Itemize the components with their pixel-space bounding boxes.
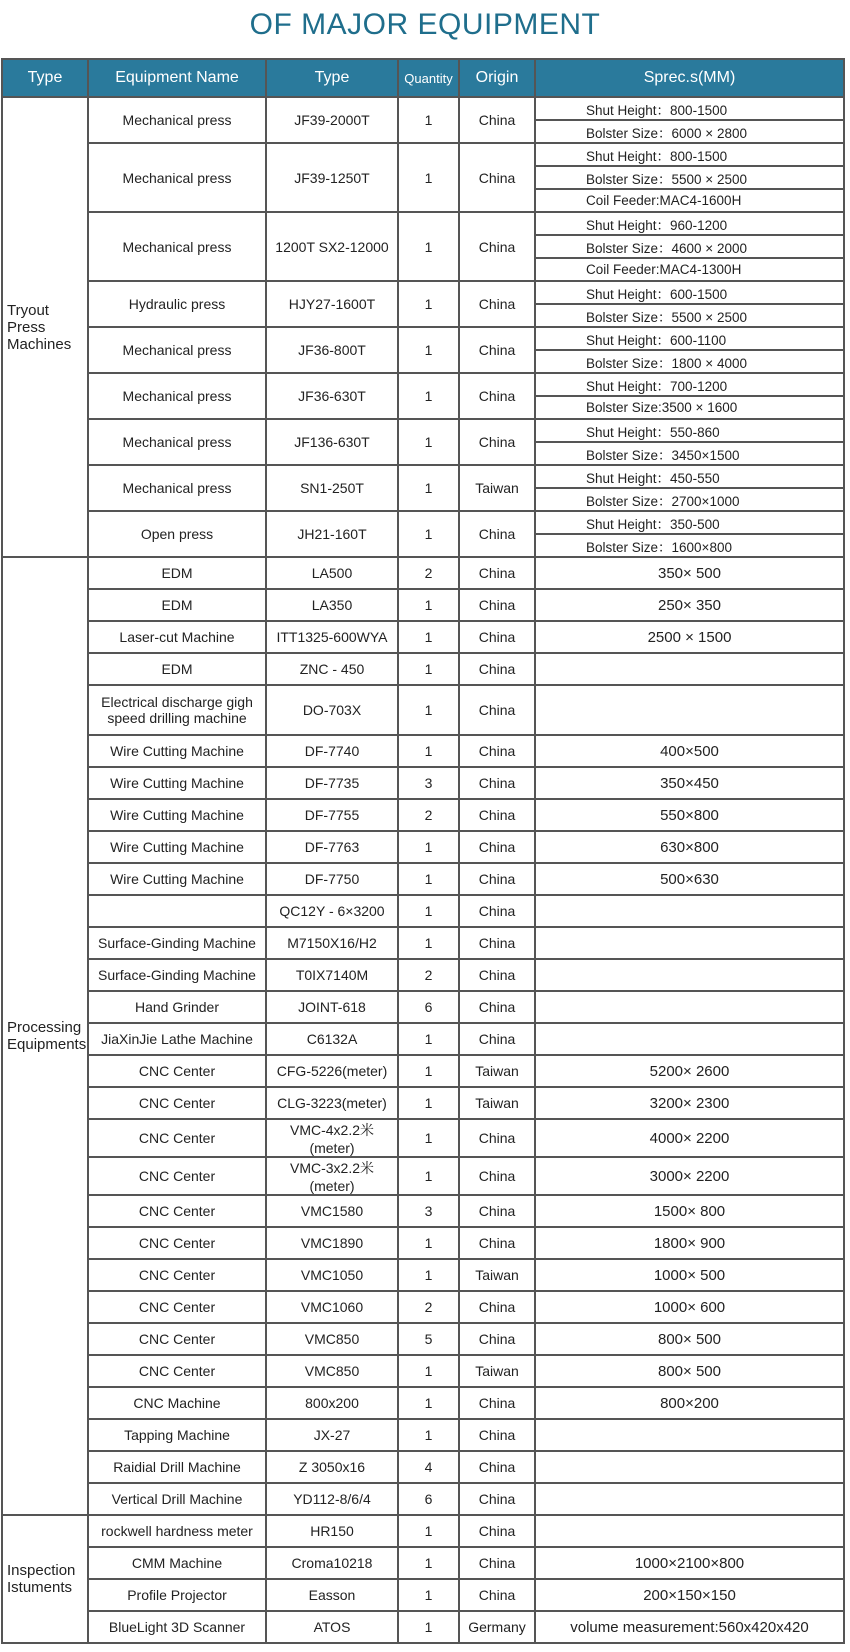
equipment-name: CNC Center bbox=[88, 1227, 266, 1259]
table-row bbox=[2, 927, 844, 959]
equipment-spec bbox=[535, 927, 844, 959]
equipment-type: DF-7755 bbox=[266, 799, 398, 831]
equipment-origin: China bbox=[459, 1195, 535, 1227]
equipment-origin: Taiwan bbox=[459, 465, 535, 511]
equipment-quantity: 1 bbox=[398, 895, 459, 927]
equipment-type: DF-7740 bbox=[266, 735, 398, 767]
equipment-quantity: 1 bbox=[398, 281, 459, 327]
equipment-quantity: 6 bbox=[398, 1483, 459, 1515]
equipment-quantity: 1 bbox=[398, 1087, 459, 1119]
equipment-origin: China bbox=[459, 1023, 535, 1055]
equipment-type: LA350 bbox=[266, 589, 398, 621]
equipment-spec: 1800× 900 bbox=[535, 1227, 844, 1259]
equipment-name: Mechanical press bbox=[88, 373, 266, 419]
equipment-name: CNC Center bbox=[88, 1119, 266, 1157]
equipment-spec: Bolster Size：5500 × 2500 bbox=[535, 304, 844, 327]
table-row bbox=[2, 1055, 844, 1087]
equipment-origin: China bbox=[459, 212, 535, 281]
equipment-spec bbox=[535, 1419, 844, 1451]
table-row bbox=[2, 799, 844, 831]
equipment-name: CNC Center bbox=[88, 1291, 266, 1323]
table-row bbox=[2, 212, 844, 235]
equipment-spec: 4000× 2200 bbox=[535, 1119, 844, 1157]
equipment-origin: China bbox=[459, 735, 535, 767]
equipment-quantity: 1 bbox=[398, 1387, 459, 1419]
equipment-name: Mechanical press bbox=[88, 97, 266, 143]
table-row bbox=[2, 621, 844, 653]
table-row bbox=[2, 373, 844, 396]
equipment-name: Mechanical press bbox=[88, 465, 266, 511]
equipment-type: Croma10218 bbox=[266, 1547, 398, 1579]
table-row bbox=[2, 1547, 844, 1579]
table-row bbox=[2, 735, 844, 767]
equipment-name: Wire Cutting Machine bbox=[88, 831, 266, 863]
equipment-quantity: 1 bbox=[398, 1355, 459, 1387]
equipment-quantity: 1 bbox=[398, 419, 459, 465]
equipment-origin: China bbox=[459, 419, 535, 465]
equipment-spec: Shut Height：800-1500 bbox=[535, 97, 844, 120]
equipment-origin: China bbox=[459, 1547, 535, 1579]
equipment-spec: Shut Height：350-500 bbox=[535, 511, 844, 534]
table-body bbox=[2, 97, 844, 1643]
equipment-origin: Taiwan bbox=[459, 1055, 535, 1087]
table-row bbox=[2, 419, 844, 442]
equipment-spec: Shut Height：450-550 bbox=[535, 465, 844, 488]
equipment-spec: 3200× 2300 bbox=[535, 1087, 844, 1119]
equipment-name: Mechanical press bbox=[88, 419, 266, 465]
equipment-spec: Shut Height：600-1500 bbox=[535, 281, 844, 304]
header-row bbox=[2, 59, 844, 97]
equipment-name: EDM bbox=[88, 653, 266, 685]
equipment-type: VMC850 bbox=[266, 1323, 398, 1355]
table-row bbox=[2, 1515, 844, 1547]
equipment-quantity: 1 bbox=[398, 1119, 459, 1157]
equipment-quantity: 1 bbox=[398, 927, 459, 959]
equipment-origin: China bbox=[459, 143, 535, 212]
equipment-type: CLG-3223(meter) bbox=[266, 1087, 398, 1119]
equipment-type: 800x200 bbox=[266, 1387, 398, 1419]
equipment-quantity: 2 bbox=[398, 799, 459, 831]
equipment-type: JX-27 bbox=[266, 1419, 398, 1451]
table-row bbox=[2, 1483, 844, 1515]
equipment-name: Hand Grinder bbox=[88, 991, 266, 1023]
equipment-type: VMC1580 bbox=[266, 1195, 398, 1227]
equipment-spec: Shut Height：960-1200 bbox=[535, 212, 844, 235]
equipment-name: CNC Center bbox=[88, 1323, 266, 1355]
table-row bbox=[2, 1451, 844, 1483]
equipment-spec: 1000× 500 bbox=[535, 1259, 844, 1291]
equipment-name: CNC Center bbox=[88, 1259, 266, 1291]
equipment-spec: Bolster Size：1600×800 bbox=[535, 534, 844, 557]
equipment-spec: 1000× 600 bbox=[535, 1291, 844, 1323]
table-row bbox=[2, 895, 844, 927]
category-tryout: Tryout Press Machines bbox=[2, 97, 88, 557]
equipment-type: ITT1325-600WYA bbox=[266, 621, 398, 653]
equipment-origin: China bbox=[459, 1419, 535, 1451]
table-row bbox=[2, 1355, 844, 1387]
equipment-quantity: 2 bbox=[398, 1291, 459, 1323]
table-row bbox=[2, 1611, 844, 1643]
equipment-quantity: 1 bbox=[398, 1055, 459, 1087]
equipment-origin: China bbox=[459, 97, 535, 143]
equipment-name: Hydraulic press bbox=[88, 281, 266, 327]
equipment-quantity: 1 bbox=[398, 653, 459, 685]
equipment-spec: Shut Height：800-1500 bbox=[535, 143, 844, 166]
table-row bbox=[2, 327, 844, 350]
equipment-spec: 5200× 2600 bbox=[535, 1055, 844, 1087]
equipment-name: BlueLight 3D Scanner bbox=[88, 1611, 266, 1643]
equipment-type: ZNC - 450 bbox=[266, 653, 398, 685]
equipment-type: VMC1050 bbox=[266, 1259, 398, 1291]
table-row bbox=[2, 1195, 844, 1227]
equipment-spec: 800× 500 bbox=[535, 1323, 844, 1355]
equipment-name: Tapping Machine bbox=[88, 1419, 266, 1451]
equipment-origin: China bbox=[459, 1483, 535, 1515]
equipment-table bbox=[1, 58, 845, 1644]
equipment-type: SN1-250T bbox=[266, 465, 398, 511]
equipment-type: Z 3050x16 bbox=[266, 1451, 398, 1483]
equipment-type: DO-703X bbox=[266, 685, 398, 735]
equipment-type: M7150X16/H2 bbox=[266, 927, 398, 959]
equipment-quantity: 1 bbox=[398, 1515, 459, 1547]
table-row bbox=[2, 1023, 844, 1055]
equipment-spec: Bolster Size：3450×1500 bbox=[535, 442, 844, 465]
equipment-quantity: 1 bbox=[398, 373, 459, 419]
equipment-quantity: 3 bbox=[398, 1195, 459, 1227]
table-row bbox=[2, 1419, 844, 1451]
equipment-quantity: 1 bbox=[398, 589, 459, 621]
table-row bbox=[2, 653, 844, 685]
equipment-quantity: 1 bbox=[398, 863, 459, 895]
equipment-origin: China bbox=[459, 927, 535, 959]
equipment-name: CNC Center bbox=[88, 1055, 266, 1087]
equipment-quantity: 1 bbox=[398, 1579, 459, 1611]
equipment-origin: China bbox=[459, 511, 535, 557]
equipment-name: JiaXinJie Lathe Machine bbox=[88, 1023, 266, 1055]
table-row bbox=[2, 1291, 844, 1323]
header-specs: Sprec.s(MM) bbox=[535, 59, 844, 97]
equipment-type: Easson bbox=[266, 1579, 398, 1611]
equipment-type: HJY27-1600T bbox=[266, 281, 398, 327]
equipment-spec: 500×630 bbox=[535, 863, 844, 895]
equipment-origin: China bbox=[459, 1157, 535, 1195]
equipment-quantity: 1 bbox=[398, 97, 459, 143]
equipment-name: Laser-cut Machine bbox=[88, 621, 266, 653]
equipment-origin: Germany bbox=[459, 1611, 535, 1643]
equipment-type: LA500 bbox=[266, 557, 398, 589]
equipment-origin: China bbox=[459, 1387, 535, 1419]
table-row bbox=[2, 685, 844, 735]
equipment-name: CMM Machine bbox=[88, 1547, 266, 1579]
header-equipment-name: Equipment Name bbox=[88, 59, 266, 97]
equipment-spec: Bolster Size：4600 × 2000 bbox=[535, 235, 844, 258]
equipment-spec: 2500 × 1500 bbox=[535, 621, 844, 653]
equipment-quantity: 5 bbox=[398, 1323, 459, 1355]
equipment-origin: China bbox=[459, 653, 535, 685]
table-row bbox=[2, 557, 844, 589]
equipment-name: Profile Projector bbox=[88, 1579, 266, 1611]
equipment-spec bbox=[535, 991, 844, 1023]
equipment-quantity: 1 bbox=[398, 1023, 459, 1055]
equipment-name: CNC Center bbox=[88, 1157, 266, 1195]
equipment-spec: 1500× 800 bbox=[535, 1195, 844, 1227]
equipment-spec bbox=[535, 895, 844, 927]
equipment-quantity: 1 bbox=[398, 831, 459, 863]
equipment-name: EDM bbox=[88, 589, 266, 621]
equipment-origin: China bbox=[459, 557, 535, 589]
equipment-quantity: 1 bbox=[398, 1259, 459, 1291]
equipment-quantity: 1 bbox=[398, 1157, 459, 1195]
equipment-spec bbox=[535, 1515, 844, 1547]
equipment-spec: 630×800 bbox=[535, 831, 844, 863]
equipment-origin: Taiwan bbox=[459, 1355, 535, 1387]
equipment-name: Wire Cutting Machine bbox=[88, 799, 266, 831]
equipment-origin: Taiwan bbox=[459, 1087, 535, 1119]
equipment-name: Surface-Ginding Machine bbox=[88, 959, 266, 991]
table-row bbox=[2, 959, 844, 991]
equipment-spec: 1000×2100×800 bbox=[535, 1547, 844, 1579]
equipment-name: CNC Center bbox=[88, 1087, 266, 1119]
equipment-quantity: 6 bbox=[398, 991, 459, 1023]
equipment-name: Electrical discharge gigh speed drilling machine bbox=[88, 685, 266, 735]
equipment-type: 1200T SX2-12000 bbox=[266, 212, 398, 281]
equipment-name: CNC Machine bbox=[88, 1387, 266, 1419]
equipment-spec: 400×500 bbox=[535, 735, 844, 767]
equipment-spec: 250× 350 bbox=[535, 589, 844, 621]
equipment-quantity: 3 bbox=[398, 767, 459, 799]
equipment-spec bbox=[535, 959, 844, 991]
equipment-origin: China bbox=[459, 991, 535, 1023]
equipment-name: Mechanical press bbox=[88, 212, 266, 281]
equipment-type: YD112-8/6/4 bbox=[266, 1483, 398, 1515]
equipment-origin: China bbox=[459, 373, 535, 419]
equipment-spec: 800× 500 bbox=[535, 1355, 844, 1387]
equipment-type: JH21-160T bbox=[266, 511, 398, 557]
equipment-origin: China bbox=[459, 959, 535, 991]
table-row bbox=[2, 1157, 844, 1195]
table-row bbox=[2, 1323, 844, 1355]
equipment-quantity: 1 bbox=[398, 511, 459, 557]
equipment-name bbox=[88, 895, 266, 927]
equipment-type: ATOS bbox=[266, 1611, 398, 1643]
equipment-type: VMC850 bbox=[266, 1355, 398, 1387]
equipment-type: DF-7763 bbox=[266, 831, 398, 863]
equipment-name: rockwell hardness meter bbox=[88, 1515, 266, 1547]
table-row bbox=[2, 831, 844, 863]
equipment-name: Mechanical press bbox=[88, 327, 266, 373]
equipment-name: CNC Center bbox=[88, 1355, 266, 1387]
equipment-type: JF136-630T bbox=[266, 419, 398, 465]
table-row bbox=[2, 97, 844, 120]
equipment-type: DF-7735 bbox=[266, 767, 398, 799]
equipment-spec: Bolster Size:3500 × 1600 bbox=[535, 396, 844, 419]
table-row bbox=[2, 1087, 844, 1119]
equipment-name: Mechanical press bbox=[88, 143, 266, 212]
table-row bbox=[2, 863, 844, 895]
equipment-type: VMC-4x2.2米(meter) bbox=[266, 1119, 398, 1157]
header-category: Type bbox=[2, 59, 88, 97]
equipment-quantity: 1 bbox=[398, 685, 459, 735]
equipment-type: VMC1060 bbox=[266, 1291, 398, 1323]
equipment-spec: 200×150×150 bbox=[535, 1579, 844, 1611]
equipment-type: QC12Y - 6×3200 bbox=[266, 895, 398, 927]
equipment-name: Vertical Drill Machine bbox=[88, 1483, 266, 1515]
equipment-origin: China bbox=[459, 685, 535, 735]
equipment-quantity: 1 bbox=[398, 327, 459, 373]
equipment-type: JF39-2000T bbox=[266, 97, 398, 143]
equipment-name: Wire Cutting Machine bbox=[88, 735, 266, 767]
equipment-origin: China bbox=[459, 767, 535, 799]
equipment-spec: Shut Height：700-1200 bbox=[535, 373, 844, 396]
equipment-type: JOINT-618 bbox=[266, 991, 398, 1023]
equipment-name: CNC Center bbox=[88, 1195, 266, 1227]
equipment-name: Surface-Ginding Machine bbox=[88, 927, 266, 959]
header-quantity: Quantity bbox=[398, 59, 459, 97]
equipment-origin: China bbox=[459, 1227, 535, 1259]
equipment-quantity: 1 bbox=[398, 465, 459, 511]
equipment-quantity: 1 bbox=[398, 1227, 459, 1259]
equipment-type: DF-7750 bbox=[266, 863, 398, 895]
equipment-type: JF39-1250T bbox=[266, 143, 398, 212]
table-row bbox=[2, 1259, 844, 1291]
header-origin: Origin bbox=[459, 59, 535, 97]
equipment-origin: China bbox=[459, 589, 535, 621]
equipment-quantity: 2 bbox=[398, 959, 459, 991]
equipment-name: Raidial Drill Machine bbox=[88, 1451, 266, 1483]
equipment-origin: China bbox=[459, 327, 535, 373]
equipment-quantity: 1 bbox=[398, 1419, 459, 1451]
equipment-origin: China bbox=[459, 1119, 535, 1157]
equipment-type: C6132A bbox=[266, 1023, 398, 1055]
table-row bbox=[2, 767, 844, 799]
table-row bbox=[2, 511, 844, 534]
equipment-spec: Coil Feeder:MAC4-1300H bbox=[535, 258, 844, 281]
header-type: Type bbox=[266, 59, 398, 97]
equipment-spec: Shut Height：550-860 bbox=[535, 419, 844, 442]
equipment-spec bbox=[535, 1483, 844, 1515]
equipment-origin: China bbox=[459, 1515, 535, 1547]
equipment-quantity: 1 bbox=[398, 212, 459, 281]
equipment-spec bbox=[535, 1451, 844, 1483]
equipment-spec: Coil Feeder:MAC4-1600H bbox=[535, 189, 844, 212]
category-inspection: Inspection Istuments bbox=[2, 1515, 88, 1643]
equipment-name: EDM bbox=[88, 557, 266, 589]
equipment-origin: China bbox=[459, 1451, 535, 1483]
equipment-type: HR150 bbox=[266, 1515, 398, 1547]
equipment-quantity: 4 bbox=[398, 1451, 459, 1483]
equipment-spec: Bolster Size：2700×1000 bbox=[535, 488, 844, 511]
table-row bbox=[2, 465, 844, 488]
equipment-origin: China bbox=[459, 281, 535, 327]
category-processing: Processing Equipments bbox=[2, 557, 88, 1515]
equipment-type: CFG-5226(meter) bbox=[266, 1055, 398, 1087]
equipment-origin: Taiwan bbox=[459, 1259, 535, 1291]
equipment-quantity: 1 bbox=[398, 1547, 459, 1579]
equipment-spec bbox=[535, 653, 844, 685]
equipment-origin: China bbox=[459, 863, 535, 895]
equipment-spec bbox=[535, 1023, 844, 1055]
table-row bbox=[2, 1387, 844, 1419]
equipment-type: T0IX7140M bbox=[266, 959, 398, 991]
equipment-spec: volume measurement:560x420x420 bbox=[535, 1611, 844, 1643]
equipment-spec: 800×200 bbox=[535, 1387, 844, 1419]
equipment-spec: 350× 500 bbox=[535, 557, 844, 589]
table-row bbox=[2, 281, 844, 304]
equipment-quantity: 1 bbox=[398, 621, 459, 653]
equipment-origin: China bbox=[459, 1579, 535, 1611]
equipment-spec: Bolster Size：5500 × 2500 bbox=[535, 166, 844, 189]
equipment-name: Open press bbox=[88, 511, 266, 557]
equipment-type: VMC1890 bbox=[266, 1227, 398, 1259]
equipment-spec: 550×800 bbox=[535, 799, 844, 831]
equipment-spec: Bolster Size：6000 × 2800 bbox=[535, 120, 844, 143]
table-row bbox=[2, 1119, 844, 1157]
equipment-quantity: 2 bbox=[398, 557, 459, 589]
equipment-spec bbox=[535, 685, 844, 735]
equipment-origin: China bbox=[459, 621, 535, 653]
equipment-spec: 350×450 bbox=[535, 767, 844, 799]
equipment-type: VMC-3x2.2米(meter) bbox=[266, 1157, 398, 1195]
table-row bbox=[2, 143, 844, 166]
equipment-origin: China bbox=[459, 1291, 535, 1323]
equipment-quantity: 1 bbox=[398, 735, 459, 767]
equipment-spec: 3000× 2200 bbox=[535, 1157, 844, 1195]
equipment-origin: China bbox=[459, 1323, 535, 1355]
equipment-spec: Bolster Size：1800 × 4000 bbox=[535, 350, 844, 373]
equipment-spec: Shut Height：600-1100 bbox=[535, 327, 844, 350]
equipment-type: JF36-630T bbox=[266, 373, 398, 419]
table-row bbox=[2, 1579, 844, 1611]
table-row bbox=[2, 589, 844, 621]
page-title: OF MAJOR EQUIPMENT bbox=[249, 8, 601, 41]
equipment-quantity: 1 bbox=[398, 143, 459, 212]
equipment-name: Wire Cutting Machine bbox=[88, 767, 266, 799]
table-row bbox=[2, 1227, 844, 1259]
equipment-type: JF36-800T bbox=[266, 327, 398, 373]
equipment-origin: China bbox=[459, 799, 535, 831]
equipment-quantity: 1 bbox=[398, 1611, 459, 1643]
equipment-name: Wire Cutting Machine bbox=[88, 863, 266, 895]
equipment-origin: China bbox=[459, 831, 535, 863]
equipment-origin: China bbox=[459, 895, 535, 927]
table-row bbox=[2, 991, 844, 1023]
